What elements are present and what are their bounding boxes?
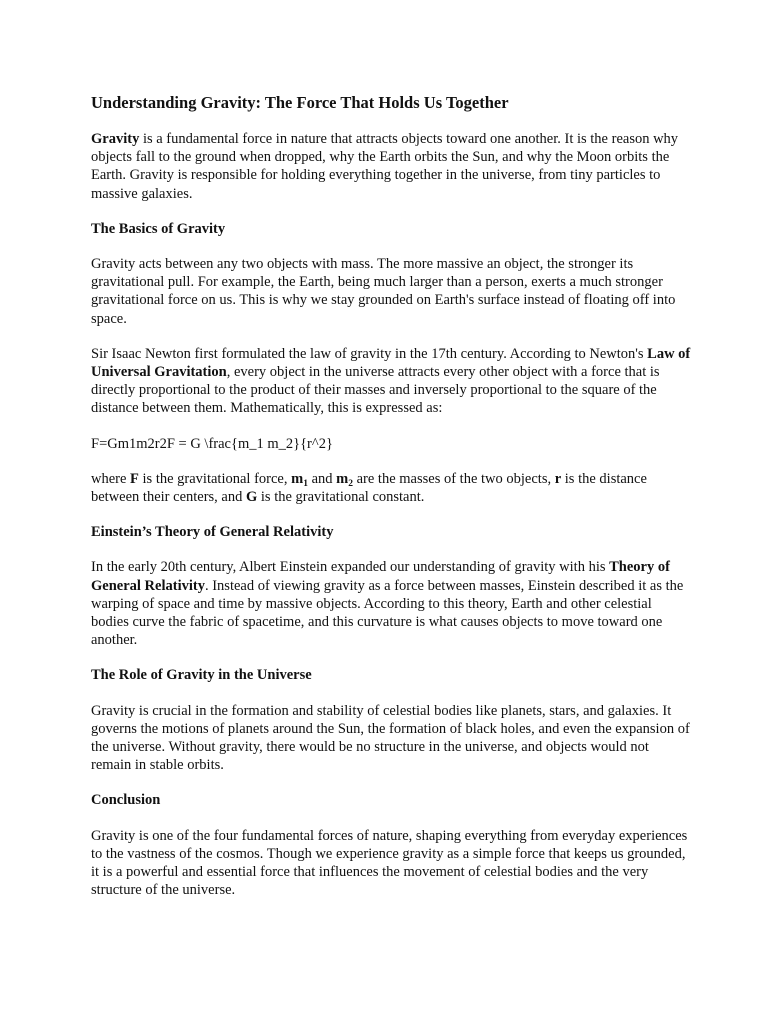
symbol-m2-sub: 2 (348, 478, 353, 489)
intro-term: Gravity (91, 131, 140, 147)
basics-paragraph-1: Gravity acts between any two objects with mass. The more massive an object, the stronger its gravitational pull. For example, the Earth, being much larger than a person, exerts a much stronger gravitational force on us. This is why we stay grounded on Earth's surface instead of floating off into space. (91, 256, 676, 327)
symbol-m2-base: m (336, 470, 349, 487)
where-text-4: are the masses of the two objects, (352, 470, 555, 487)
role-paragraph: Gravity is crucial in the formation and stability of celestial bodies like planets, stars, and galaxies. It governs the motions of planets around the Sun, the formation of black holes, and even the expansion of the universe. Without gravity, there would be no structure in the universe, and objects would not remain in stable orbits. (91, 702, 690, 774)
basics-p2-after: , every object in the universe attracts every other object with a force that is directly proportional to the product of their masses and inversely proportional to the square of the distance between them. Mathematically, this is expressed as: (91, 364, 660, 417)
where-text-1: where (91, 470, 131, 487)
where-text-3: and (307, 470, 337, 487)
symbol-m1-sub: 1 (303, 478, 308, 489)
symbol-F: F (130, 470, 139, 487)
intro-paragraph (91, 130, 691, 203)
law-term: Law of Universal Gravitation (91, 345, 691, 381)
symbol-G: G (246, 489, 258, 506)
document-title: Understanding Gravity: The Force That Holds Us Together (91, 93, 509, 112)
conclusion-paragraph: Gravity is one of the four fundamental forces of nature, shaping everything from everyday experiences to the vastness of the cosmos. Though we experience gravity as a simple force that keeps us grounded, it is a powerful and essential force that influences the movement of celestial bodies and the very structure of the universe. (91, 827, 688, 899)
basics-p2-before: Sir Isaac Newton first formulated the law of gravity in the 17th century. According to Newton's (91, 345, 648, 362)
section-heading-basics: The Basics of Gravity (91, 220, 226, 237)
einstein-before: In the early 20th century, Albert Einstein expanded our understanding of gravity with his (91, 559, 610, 576)
where-text-2: is the gravitational force, (138, 470, 292, 487)
symbol-m1-base: m (291, 470, 304, 487)
symbol-r: r (554, 470, 562, 487)
where-text-5: is the distance between their centers, and (91, 470, 647, 506)
einstein-paragraph (91, 558, 691, 649)
einstein-after: . Instead of viewing gravity as a force between masses, Einstein described it as the warping of space and time by massive objects. According to this theory, Earth and other celestial bodies curve the fabric of spacetime, and this curvature is what causes objects to move toward one another. (91, 577, 684, 649)
symbol-m1 (291, 471, 308, 487)
section-heading-einstein: Einstein’s Theory of General Relativity (91, 524, 334, 541)
symbol-m2 (336, 471, 353, 487)
where-text-6: is the gravitational constant. (257, 489, 425, 506)
relativity-term: Theory of General Relativity (91, 559, 670, 594)
formula-explanation (91, 470, 691, 506)
basics-paragraph-2 (91, 345, 691, 418)
intro-text: is a fundamental force in nature that attracts objects toward one another. It is the reason why objects fall to the ground when dropped, why the Earth orbits the Sun, and why the Moon orbits the Earth. Gravity is responsible for holding everything together in the universe, from tiny particles to massive galaxies. (91, 131, 679, 202)
formula-line: F=Gm1m2r2F = G \frac{m_1 m_2}{r^2} (91, 435, 333, 452)
document-page (91, 92, 691, 917)
section-heading-role: The Role of Gravity in the Universe (91, 667, 312, 684)
section-heading-conclusion: Conclusion (91, 792, 161, 809)
